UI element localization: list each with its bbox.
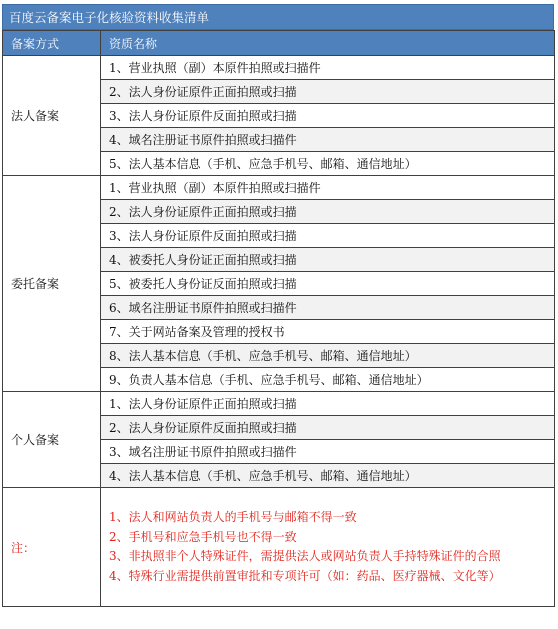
- document-item: 9、负责人基本信息（手机、应急手机号、邮箱、通信地址）: [101, 368, 555, 392]
- document-item: 5、法人基本信息（手机、应急手机号、邮箱、通信地址）: [101, 152, 555, 176]
- document-item: 3、法人身份证原件反面拍照或扫描: [101, 104, 555, 128]
- document-item: 5、被委托人身份证反面拍照或扫描: [101, 272, 555, 296]
- document-item: 3、法人身份证原件反面拍照或扫描: [101, 224, 555, 248]
- document-item: 1、法人身份证原件正面拍照或扫描: [101, 392, 555, 416]
- note-line: 4、特殊行业需提供前置审批和专项许可（如：药品、医疗器械、文化等）: [109, 568, 501, 583]
- notes-label: 注：: [3, 488, 101, 607]
- document-item: 1、营业执照（副）本原件拍照或扫描件: [101, 56, 555, 80]
- filing-method-cell: 个人备案: [3, 392, 101, 488]
- document-item: 7、关于网站备案及管理的授权书: [101, 320, 555, 344]
- note-line: 3、非执照非个人特殊证件，需提供法人或网站负责人手持特殊证件的合照: [109, 549, 501, 563]
- document-item: 2、法人身份证原件正面拍照或扫描: [101, 80, 555, 104]
- document-item: 4、域名注册证书原件拍照或扫描件: [101, 128, 555, 152]
- notes-content: [101, 488, 555, 607]
- document-item: 2、法人身份证原件反面拍照或扫描: [101, 416, 555, 440]
- table-row: [3, 56, 555, 80]
- table-row: [3, 392, 555, 416]
- document-item: 1、营业执照（副）本原件拍照或扫描件: [101, 176, 555, 200]
- note-line: 1、法人和网站负责人的手机号与邮箱不得一致: [109, 510, 357, 524]
- header-row: [3, 31, 555, 56]
- table-row: [3, 176, 555, 200]
- notes-row: [3, 488, 555, 607]
- document-item: 3、域名注册证书原件拍照或扫描件: [101, 440, 555, 464]
- document-item: 4、法人基本信息（手机、应急手机号、邮箱、通信地址）: [101, 464, 555, 488]
- header-document-name: 资质名称: [101, 31, 555, 56]
- sheet-title: 百度云备案电子化核验资料收集清单: [2, 4, 554, 30]
- document-item: 2、法人身份证原件正面拍照或扫描: [101, 200, 555, 224]
- filing-method-cell: 委托备案: [3, 176, 101, 392]
- note-line: 2、手机号和应急手机号也不得一致: [109, 529, 297, 544]
- checklist-body: [3, 56, 555, 607]
- document-item: 8、法人基本信息（手机、应急手机号、邮箱、通信地址）: [101, 344, 555, 368]
- document-item: 6、域名注册证书原件拍照或扫描件: [101, 296, 555, 320]
- checklist-table: [2, 30, 555, 607]
- checklist-sheet: [2, 4, 554, 607]
- filing-method-cell: 法人备案: [3, 56, 101, 176]
- document-item: 4、被委托人身份证正面拍照或扫描: [101, 248, 555, 272]
- header-filing-method: 备案方式: [3, 31, 101, 56]
